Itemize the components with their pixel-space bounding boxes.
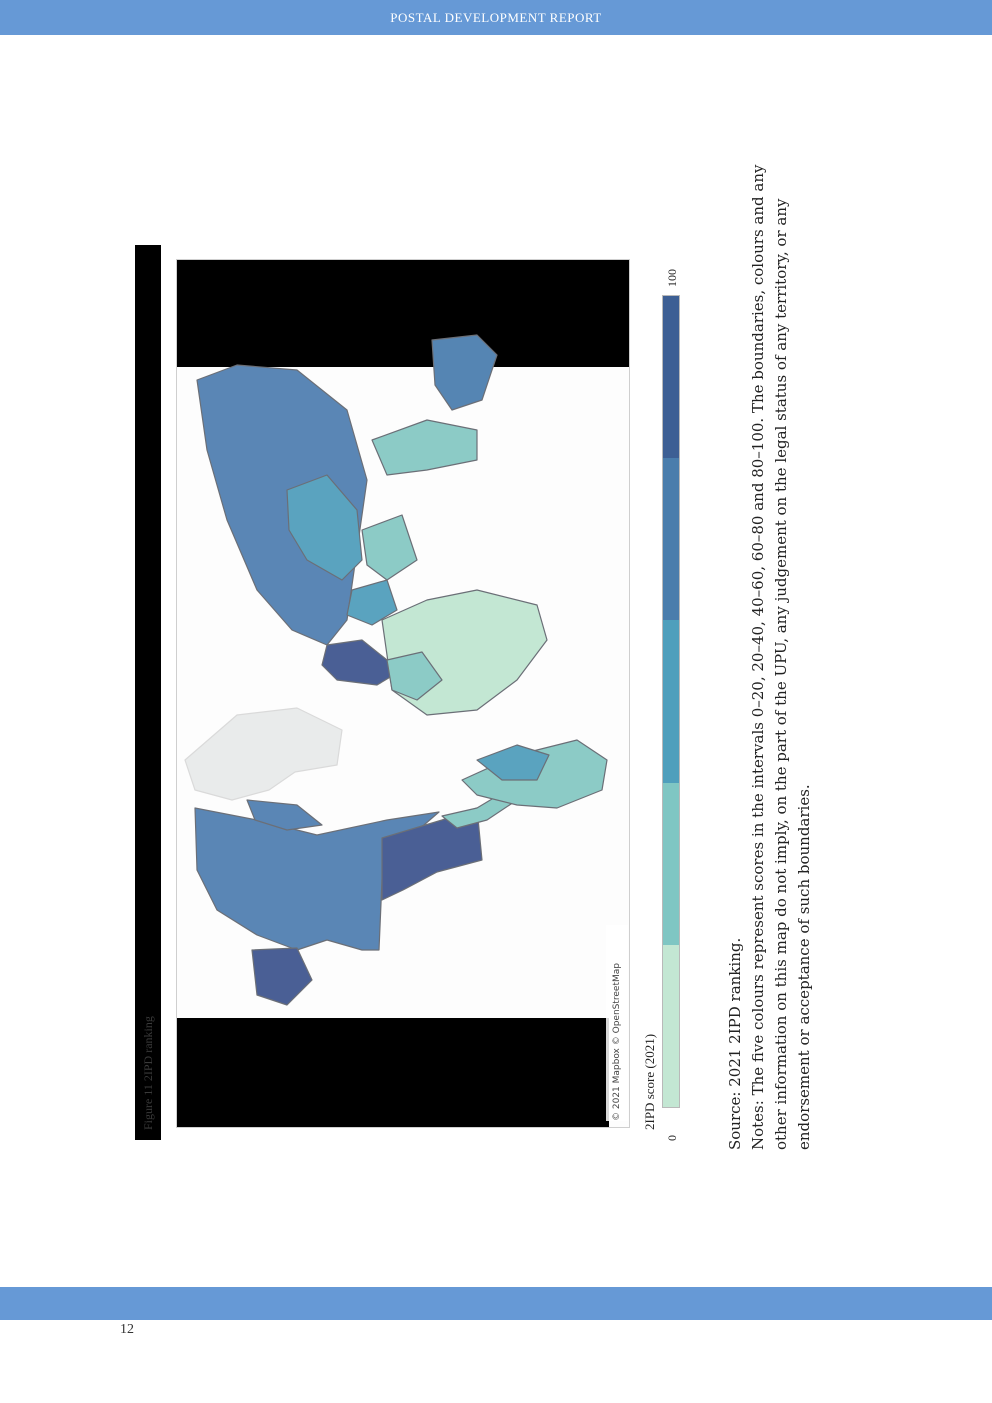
map-mask-bottom [177, 1018, 609, 1127]
source-text: Source: 2021 2IPD ranking. [726, 937, 744, 1150]
australia-region [432, 335, 497, 410]
legend-band-80-100 [663, 296, 679, 458]
legend-max-tick [664, 263, 680, 287]
legend-title-text: 2IPD score (2021) [642, 1033, 657, 1130]
legend-band-20-40 [663, 783, 679, 945]
report-footer [0, 1287, 992, 1320]
legend-max-label: 100 [665, 269, 679, 287]
legend-min-tick [664, 1125, 680, 1141]
map-graphic [177, 260, 629, 1127]
map-mask-top [177, 260, 629, 367]
greenland-region [185, 708, 342, 800]
figure-caption-strip [135, 245, 161, 1140]
legend-band-0-20 [663, 945, 679, 1107]
legend-min-label: 0 [665, 1135, 679, 1141]
legend-color-bar [662, 295, 680, 1108]
world-choropleth-map [176, 259, 630, 1128]
figure-caption: Figure 11 2IPD ranking [141, 1016, 155, 1130]
legend-title [640, 980, 660, 1130]
india-region [362, 515, 417, 580]
alaska-region [252, 948, 312, 1005]
notes-text: Notes: The five colours represent scores in the intervals 0–20, 20–40, 40–60, 60–80 and 80–100. The boundaries, colours and any other information on this map do not imply, on the part of the UPU, any judgement on the legal status of any territory, or any endorsement or acceptance of such boundaries. [749, 164, 813, 1150]
map-attribution [606, 925, 628, 1121]
legend-band-60-80 [663, 458, 679, 620]
southeast-asia-region [372, 420, 477, 475]
page-number: 12 [120, 1322, 134, 1337]
report-title: POSTAL DEVELOPMENT REPORT [390, 10, 602, 25]
map-attribution-text: © 2021 Mapbox © OpenStreetMap [612, 963, 622, 1121]
figure-notes [720, 160, 820, 1150]
report-header [0, 0, 992, 35]
legend-band-40-60 [663, 620, 679, 782]
